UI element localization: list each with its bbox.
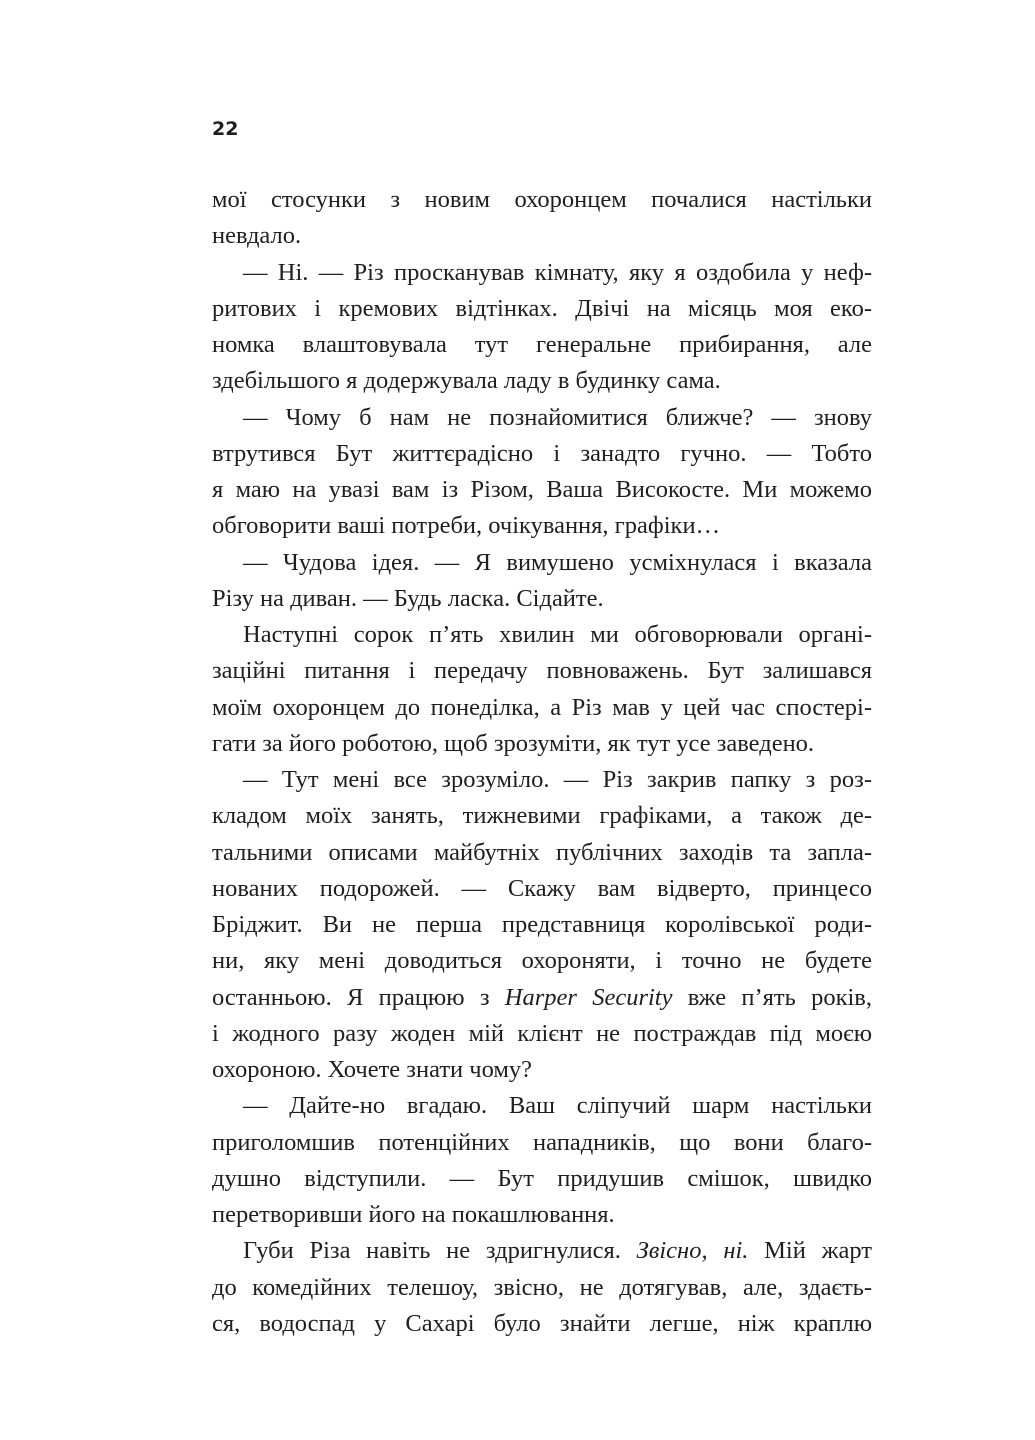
text-line [212, 1270, 872, 1306]
text-segment: втрутився Бут життєрадісно і занадто гучно. — Тобто [212, 439, 872, 467]
text-segment: і жодного разу жоден мій клієнт не постраждав під моєю [212, 1019, 872, 1047]
text-line [212, 1306, 872, 1342]
text-line [212, 327, 872, 363]
text-line [212, 690, 872, 726]
text-segment: ритових і кремових відтінках. Двічі на місяць моя еко- [212, 294, 872, 322]
text-line [212, 581, 872, 617]
text-segment: ся, водоспад у Сахарі було знайти легше, ніж краплю [212, 1309, 872, 1337]
text-segment: останньою. Я працюю з [212, 983, 505, 1011]
text-segment: гати за його роботою, щоб зрозуміти, як тут усе заведено. [212, 729, 815, 757]
text-segment: мої стосунки з новим охоронцем почалися настільки [212, 186, 872, 213]
text-line [212, 1088, 872, 1124]
text-segment: номка влаштовувала тут генеральне прибирання, але [212, 331, 872, 358]
text-segment: невдало. [212, 222, 302, 250]
text-line [212, 1161, 872, 1197]
text-segment: до комедійних телешоу, звісно, не дотягував, але, здаєть- [212, 1273, 872, 1301]
text-line [212, 182, 872, 218]
text-line [212, 363, 872, 399]
text-segment: нованих подорожей. — Скажу вам відверто, принцесо [212, 874, 872, 902]
text-line [212, 400, 872, 436]
text-segment: — Чудова ідея. — Я вимушено усміхнулася і вказала [243, 548, 872, 576]
text-segment: Губи Різа навіть не здригнулися. [243, 1237, 637, 1265]
text-line [212, 1052, 872, 1088]
text-line [212, 907, 872, 943]
body-text [212, 182, 872, 1342]
text-segment: Різу на диван. — Будь ласка. Сідайте. [212, 584, 604, 612]
text-segment: здебільшого я додержувала ладу в будинку сама. [212, 367, 721, 395]
text-line [212, 1197, 872, 1233]
text-segment: Наступні сорок п’ять хвилин ми обговорювали органі- [243, 621, 872, 648]
text-line [212, 835, 872, 871]
text-segment: вже п’ять років, [672, 983, 872, 1011]
text-segment: — Ні. — Різ просканував кімнату, яку я оздобила у неф- [243, 258, 872, 286]
text-segment: — Тут мені все зрозуміло. — Різ закрив папку з роз- [243, 766, 872, 793]
page-number: 22 [212, 118, 239, 140]
italic-text: Harper Security [504, 983, 673, 1011]
text-line [212, 1016, 872, 1052]
text-segment: — Чому б нам не познайомитися ближче? — знову [243, 403, 872, 431]
text-segment: душно відступили. — Бут придушив смішок, швидко [212, 1164, 872, 1192]
text-line [212, 653, 872, 689]
text-segment: обговорити ваші потреби, очікування, графіки… [212, 512, 721, 540]
text-segment: Мій жарт [748, 1237, 872, 1265]
text-line [212, 798, 872, 834]
text-segment: тальними описами майбутніх публічних заходів та запла- [212, 838, 872, 866]
text-line [212, 472, 872, 508]
text-line [212, 545, 872, 581]
text-segment: ни, яку мені доводиться охороняти, і точно не будете [212, 947, 872, 975]
text-line [212, 871, 872, 907]
text-line [212, 943, 872, 979]
text-line [212, 291, 872, 327]
italic-text: Звісно, ні. [636, 1237, 749, 1265]
text-line [212, 436, 872, 472]
text-line [212, 255, 872, 291]
text-line [212, 218, 872, 254]
text-line [212, 726, 872, 762]
text-segment: приголомшив потенційних нападників, що вони благо- [212, 1128, 872, 1156]
text-segment: перетворивши його на покашлювання. [212, 1201, 615, 1228]
text-segment: кладом моїх занять, тижневими графіками, а також де- [212, 802, 872, 830]
text-line [212, 508, 872, 544]
text-segment: Бріджит. Ви не перша представниця королівської роди- [212, 911, 872, 938]
text-segment: — Дайте-но вгадаю. Ваш сліпучий шарм настільки [243, 1092, 872, 1120]
text-line [212, 762, 872, 798]
text-line [212, 1233, 872, 1269]
text-segment: охороною. Хочете знати чому? [212, 1056, 532, 1083]
text-line [212, 1125, 872, 1161]
text-segment: заційні питання і передачу повноважень. Бут залишався [212, 657, 872, 685]
text-segment: моїм охоронцем до понеділка, а Різ мав у цей час спостері- [212, 693, 872, 721]
text-segment: я маю на увазі вам із Різом, Ваша Високосте. Ми можемо [212, 476, 872, 503]
text-line [212, 980, 872, 1016]
text-line [212, 617, 872, 653]
